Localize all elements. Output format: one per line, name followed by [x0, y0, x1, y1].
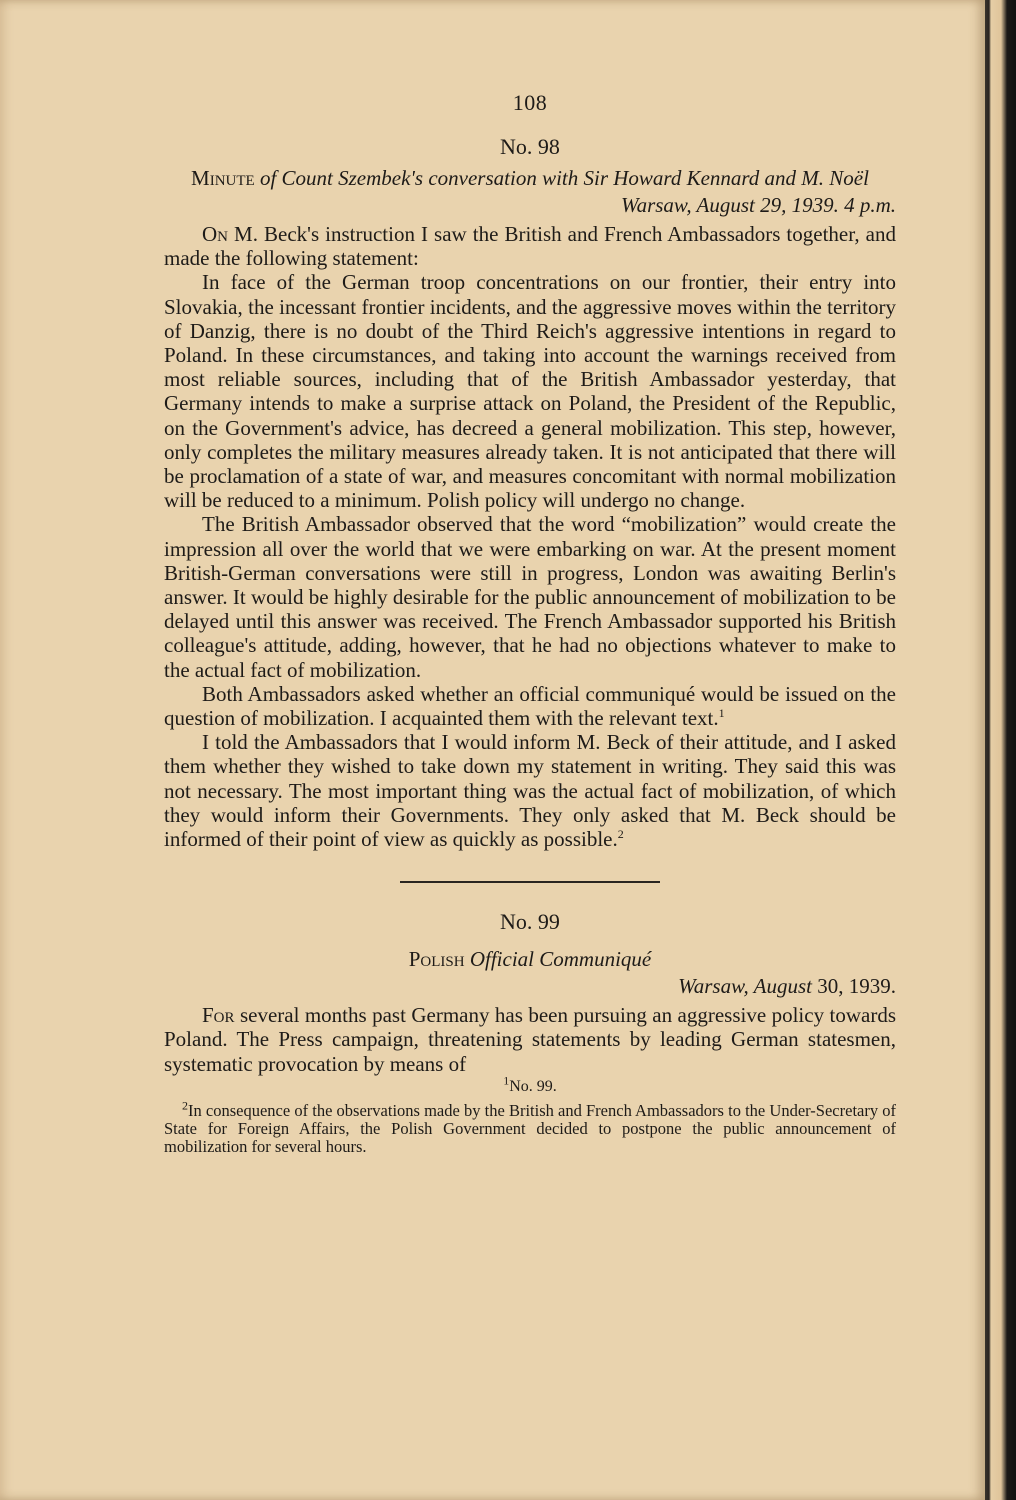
document-number: No. 99: [500, 909, 560, 935]
paragraph: [164, 730, 896, 851]
dateline: [164, 973, 896, 999]
dateline: Warsaw, August 29, 1939. 4 p.m.: [621, 193, 896, 217]
footnote-text: In consequence of the observations made by the British and French Ambassadors to the Under-Secretary of State for Foreign Affairs, the Polish Government decided to postpone the public announcement of mobilization for several hours.: [164, 1100, 896, 1156]
document-98: [164, 134, 896, 851]
book-edge: [985, 0, 1016, 1500]
paragraph: [164, 222, 896, 270]
footnote-text: No. 99.: [509, 1077, 557, 1095]
document-title: [164, 166, 896, 190]
footnote-ref: 1: [718, 706, 725, 721]
footnote-marker: 1: [503, 1073, 510, 1088]
paragraph-lead: On: [202, 222, 228, 246]
footnote-2: [164, 1098, 896, 1156]
title-text: Official Communiqué: [469, 947, 652, 972]
document-body: [164, 1003, 896, 1076]
title-lead: Polish: [408, 947, 465, 972]
page-number: 108: [512, 90, 548, 115]
document-99: [164, 909, 896, 1076]
footnote-1: [164, 1073, 896, 1096]
dateline-place: Warsaw, August: [678, 974, 812, 999]
section-divider: [400, 881, 660, 883]
title-lead: Minute: [191, 166, 255, 190]
paragraph-lead: For: [202, 1003, 235, 1028]
footnotes: [164, 1073, 896, 1156]
paragraph: [164, 1003, 896, 1076]
paragraph-text: several months past Germany has been pursuing an aggressive policy towards Poland. The Press campaign, threatening statements by leading German statesmen, systematic provocation by means of: [164, 1003, 896, 1076]
paragraph-text: I told the Ambassadors that I would inform M. Beck of their attitude, and I asked them whether they wished to take down my statement in writing. They said this was not necessary. The most important thing was the actual fact of mobilization, of which they would inform their Governments. They only asked that M. Beck should be informed of their point of view as quickly as possible.: [164, 730, 896, 852]
paragraph: In face of the German troop concentrations on our frontier, their entry into Slovakia, the incessant frontier incidents, and the aggressive moves within the territory of Danzig, there is no doubt of the Third Reich's aggressive intentions in regard to Poland. In these circumstances, and taking into account the warnings received from most reliable sources, including that of the British Ambassador yesterday, that Germany intends to make a surprise attack on Poland, the President of the Republic, on the Government's advice, has decreed a general mobilization. This step, however, only completes the military measures already taken. It is not anticipated that there will be proclamation of a state of war, and measures concomitant with normal mobilization will be reduced to a minimum. Polish policy will undergo no change.: [164, 270, 896, 513]
paragraph-text: M. Beck's instruction I saw the British and French Ambassadors together, and made the following statement:: [164, 222, 896, 271]
document-number: No. 98: [500, 134, 560, 159]
footnote-marker: 2: [182, 1098, 188, 1113]
document-title: [164, 947, 896, 971]
page-content: [164, 90, 896, 1156]
title-text: of Count Szembek's conversation with Sir Howard Kennard and M. Noël: [259, 166, 869, 190]
dateline-date: 30, 1939.: [812, 974, 896, 999]
paragraph: The British Ambassador observed that the word “mobilization” would create the impression all over the world that we were embarking on war. At the present moment British-German conversations were still in progress, London was awaiting Berlin's answer. It would be highly desirable for the public announcement of mobilization to be delayed until this answer was received. The French Ambassador supported his British colleague's attitude, adding, however, that he had no objections whatever to make to the actual fact of mobilization.: [164, 512, 896, 682]
document-body: [164, 222, 896, 851]
paragraph: [164, 682, 896, 730]
paragraph-text: Both Ambassadors asked whether an official communiqué would be issued on the question of mobilization. I acquainted them with the relevant text.: [164, 681, 896, 731]
footnote-ref: 2: [617, 827, 624, 842]
